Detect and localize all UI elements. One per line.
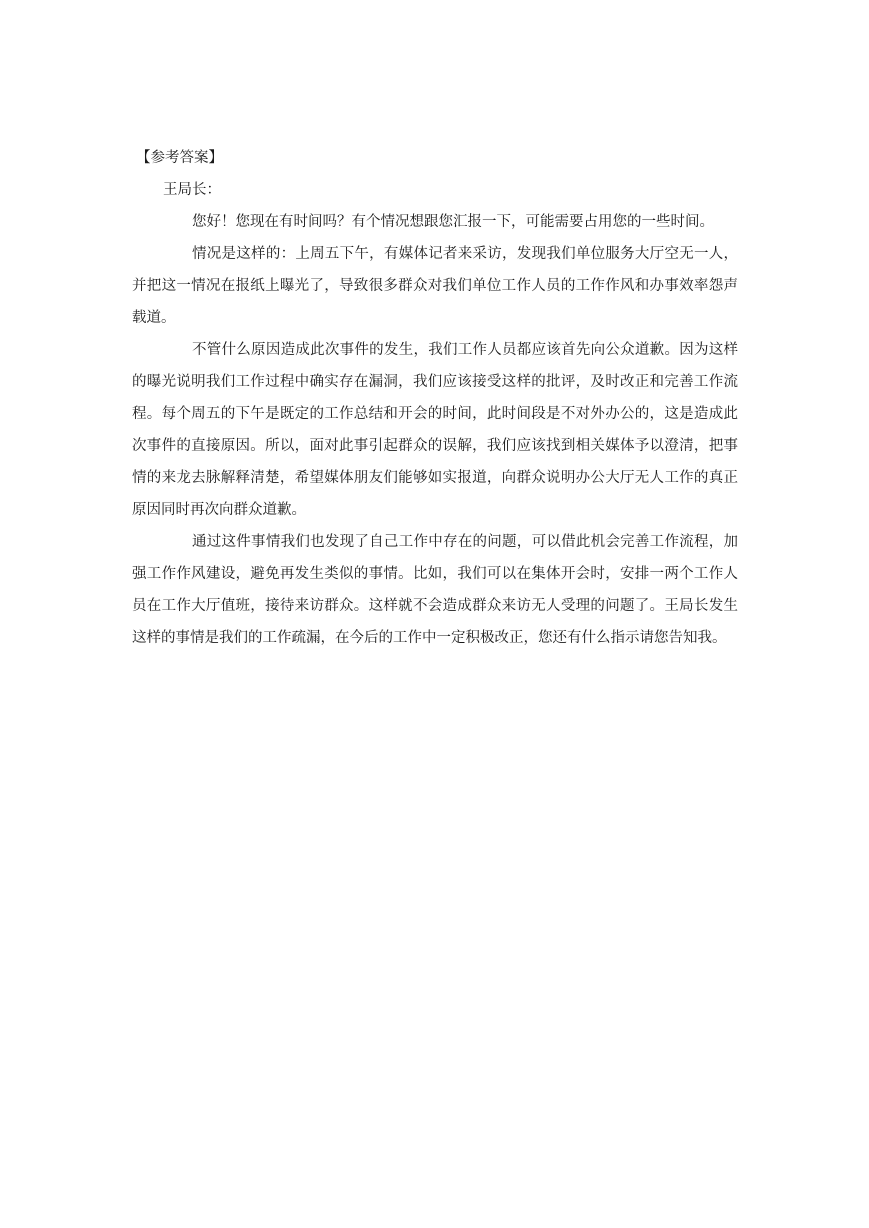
answer-heading: 【参考答案】 [136,150,223,166]
paragraph-greeting: 您好！您现在有时间吗？有个情况想跟您汇报一下，可能需要占用您的一些时间。 [192,214,714,230]
document-body [132,142,738,654]
paragraph-improvement: 通过这件事情我们也发现了自己工作中存在的问题，可以借此机会完善工作流程，加强工作作风建设，避免再发生类似的事情。比如，我们可以在集体开会时，安排一两个工作人员在工作大厅值班，接待来访群众。这样就不会造成群众来访无人受理的问题了。王局长发生这样的事情是我们的工作疏漏，在今后的工作中一定积极改正，您还有什么指示请您告知我。 [132,534,738,646]
paragraph-apology: 不管什么原因造成此次事件的发生，我们工作人员都应该首先向公众道歉。因为这样的曝光说明我们工作过程中确实存在漏洞，我们应该接受这样的批评，及时改正和完善工作流程。每个周五的下午是既定的工作总结和开会的时间，此时间段是不对外办公的，这是造成此次事件的直接原因。所以，面对此事引起群众的误解，我们应该找到相关媒体予以澄清，把事情的来龙去脉解释清楚，希望媒体朋友们能够如实报道，向群众说明办公大厅无人工作的真正原因同时再次向群众道歉。 [132,342,738,518]
salutation: 王局长： [163,182,221,198]
paragraph-situation: 情况是这样的：上周五下午，有媒体记者来采访，发现我们单位服务大厅空无一人，并把这一情况在报纸上曝光了，导致很多群众对我们单位工作人员的工作作风和办事效率怨声载道。 [132,246,738,326]
